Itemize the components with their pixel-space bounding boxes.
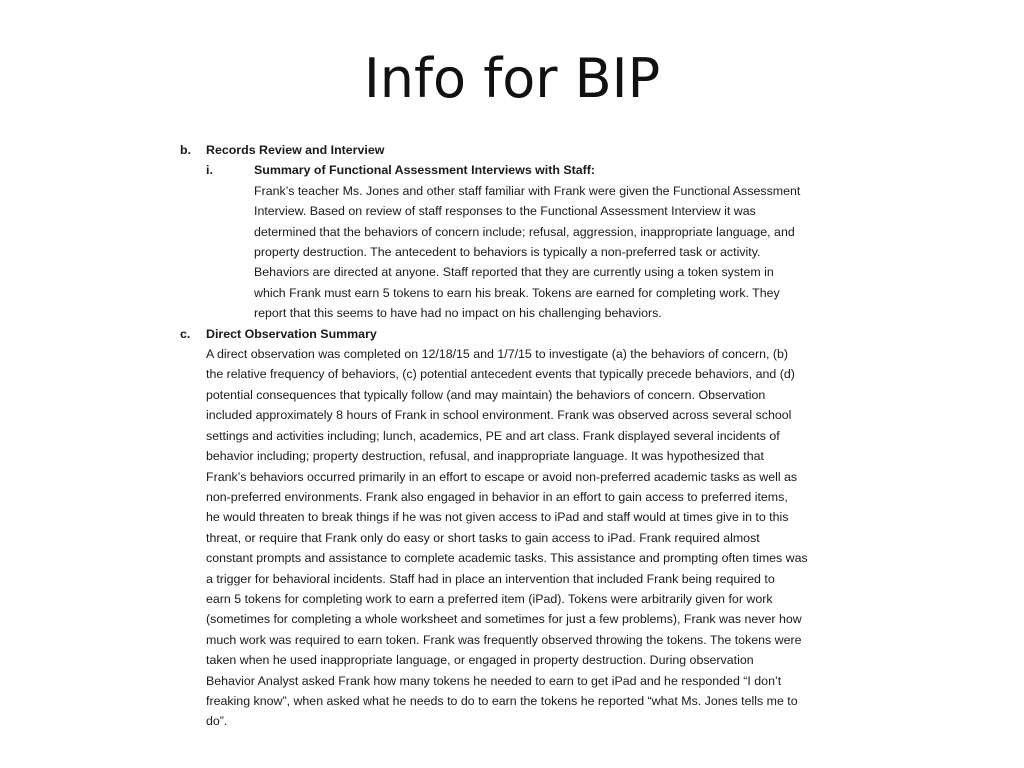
text-line: freaking know”, when asked what he needs to do to earn the tokens he reported “what Ms. Jones tells me to xyxy=(206,693,798,708)
section-c-body xyxy=(206,344,860,732)
text-line: do”. xyxy=(206,714,228,729)
text-line: determined that the behaviors of concern include; refusal, aggression, inappropriate language, and xyxy=(254,224,795,239)
document-excerpt xyxy=(180,140,860,732)
text-line: potential consequences that typically follow (and may maintain) the behaviors of concern. Observation xyxy=(206,387,766,402)
text-line: taken when he used inappropriate language, or engaged in property destruction. During observation xyxy=(206,653,754,668)
section-b-heading: Records Review and Interview xyxy=(206,143,385,157)
text-line: (sometimes for completing a whole worksheet and sometimes for just a few problems), Frank was never how xyxy=(206,612,802,627)
text-line: the relative frequency of behaviors, (c) potential antecedent events that typically precede behaviors, and (d) xyxy=(206,367,795,382)
text-line: included approximately 8 hours of Frank in school environment. Frank was observed across several school xyxy=(206,408,792,423)
text-line: much work was required to earn token. Frank was frequently observed throwing the tokens. The tokens were xyxy=(206,632,802,647)
section-c-header xyxy=(180,324,860,344)
text-line: a trigger for behavioral incidents. Staff had in place an intervention that included Frank being required to xyxy=(206,571,775,586)
text-line: non-preferred environments. Frank also engaged in behavior in an effort to gain access to preferred items, xyxy=(206,489,788,504)
text-line: he would threaten to break things if he was not given access to iPad and staff would at times give in to this xyxy=(206,510,789,525)
section-c-label: c. xyxy=(180,326,191,341)
text-line: constant prompts and assistance to complete academic tasks. This assistance and prompting often times was xyxy=(206,551,808,566)
section-b-i-heading: Summary of Functional Assessment Interviews with Staff: xyxy=(254,163,596,178)
text-line: behavior including; property destruction, refusal, and inappropriate language. It was hypothesized that xyxy=(206,449,764,464)
text-line: Behavior Analyst asked Frank how many tokens he needed to earn to get iPad and he responded “I don’t xyxy=(206,673,782,688)
text-line: earn 5 tokens for completing work to earn a preferred item (iPad). Tokens were arbitrarily given for work xyxy=(206,591,773,606)
section-b-i-body xyxy=(254,181,860,324)
section-b-label: b. xyxy=(180,143,192,157)
section-c-heading: Direct Observation Summary xyxy=(206,326,377,341)
section-b-header xyxy=(180,140,860,160)
text-line: which Frank must earn 5 tokens to earn his break. Tokens are earned for completing work. They xyxy=(254,285,780,300)
text-line: Behaviors are directed at anyone. Staff reported that they are currently using a token system in xyxy=(254,265,774,280)
text-line: property destruction. The antecedent to behaviors is typically a non-preferred task or activity. xyxy=(254,245,761,260)
text-line: Frank’s teacher Ms. Jones and other staff familiar with Frank were given the Functional Assessment xyxy=(254,183,801,198)
slide-title: Info for BIP xyxy=(363,47,661,110)
section-b-i-header xyxy=(180,160,860,180)
text-line: report that this seems to have had no impact on his challenging behaviors. xyxy=(254,306,662,321)
text-line: Frank’s behaviors occurred primarily in an effort to escape or avoid non-preferred academic tasks as well as xyxy=(206,469,798,484)
text-line: Interview. Based on review of staff responses to the Functional Assessment Interview it was xyxy=(254,204,756,219)
text-line: threat, or require that Frank only do easy or short tasks to gain access to iPad. Frank required almost xyxy=(206,530,760,545)
text-line: A direct observation was completed on 12/18/15 and 1/7/15 to investigate (a) the behaviors of concern, (b) xyxy=(206,347,789,362)
text-line: settings and activities including; lunch, academics, PE and art class. Frank displayed several incidents of xyxy=(206,428,780,443)
section-b-i-label: i. xyxy=(206,163,213,178)
